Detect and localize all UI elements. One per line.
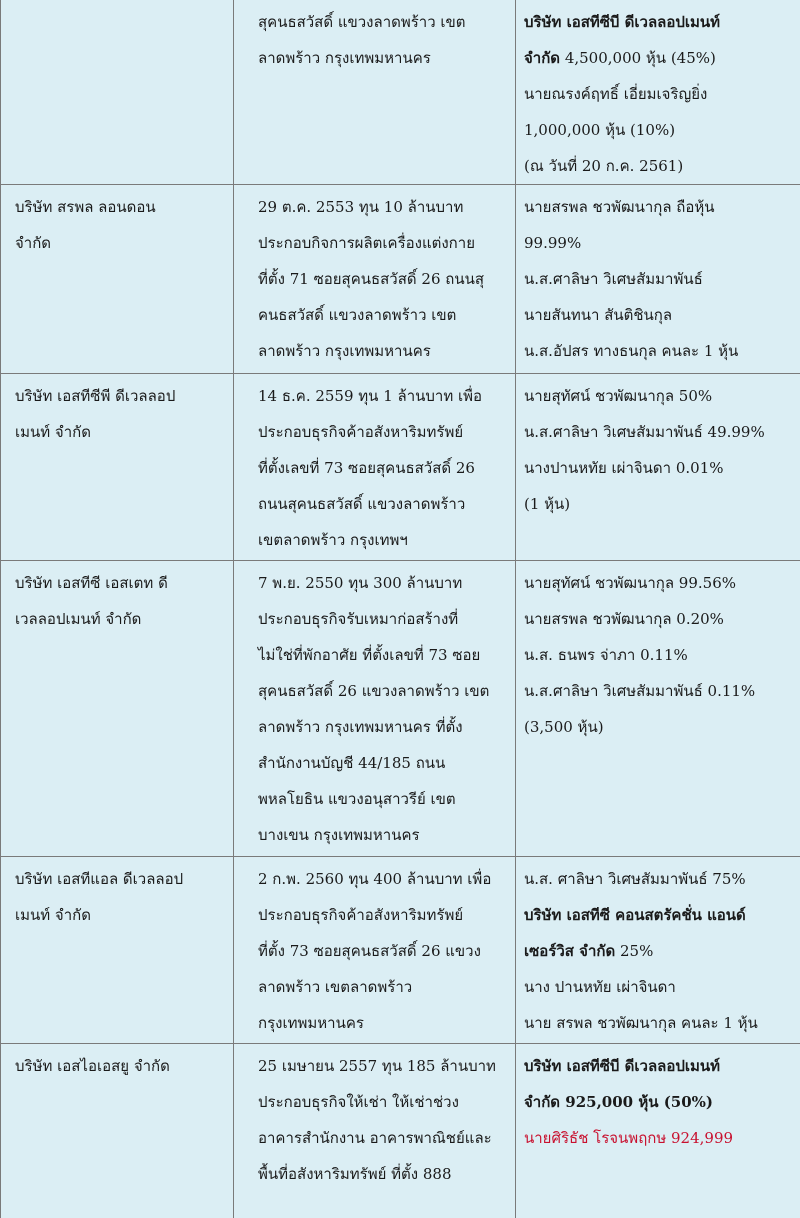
shareholder-text: นายสรพล ชวพัฒนากุล ถือหุ้น	[524, 198, 715, 216]
company-name-cell	[1, 1044, 234, 1218]
shareholder-text: นายสุทัศน์ ชวพัฒนากุล 50%	[524, 387, 712, 405]
shareholder-line	[524, 1084, 792, 1120]
shareholder-text: นาง ปานหทัย เผ่าจินดา	[524, 978, 676, 996]
table-body	[1, 0, 800, 1218]
company-name-cell	[1, 857, 234, 1044]
company-details-line: พื้นที่อสังหาริมทรัพย์ ที่ตั้ง 888	[258, 1156, 507, 1192]
company-details-cell	[234, 185, 516, 374]
shareholder-line	[524, 709, 792, 745]
shareholder-text: 1,000,000 หุ้น (10%)	[524, 121, 675, 139]
table-row	[1, 1044, 800, 1218]
company-details-line: ที่ตั้งเลขที่ 73 ซอยสุคนธสวัสดิ์ 26	[258, 450, 507, 486]
table-row	[1, 561, 800, 857]
company-details-line: สำนักงานบัญชี 44/185 ถนน	[258, 745, 507, 781]
shareholder-text: นายณรงค์ฤทธิ์ เอี่ยมเจริญยิ่ง	[524, 85, 707, 103]
shareholder-text: 99.99%	[524, 234, 581, 252]
table-row	[1, 0, 800, 185]
company-details-cell	[234, 561, 516, 857]
company-details-line: 14 ธ.ค. 2559 ทุน 1 ล้านบาท เพื่อ	[258, 378, 507, 414]
shareholder-text: นาย สรพล ชวพัฒนากุล คนละ 1 หุ้น	[524, 1014, 758, 1032]
company-details-line: พหลโยธิน แขวงอนุสาวรีย์ เขต	[258, 781, 507, 817]
table-row	[1, 857, 800, 1044]
shareholder-line	[524, 378, 792, 414]
company-details-cell	[234, 857, 516, 1044]
company-name-line: เวลลอปเมนท์ จำกัด	[15, 601, 225, 637]
shareholder-text: นายสรพล ชวพัฒนากุล 0.20%	[524, 610, 724, 628]
company-name-line: บริษัท เอสทีซี เอสเตท ดี	[15, 565, 225, 601]
shareholder-text: นายสุทัศน์ ชวพัฒนากุล 99.56%	[524, 574, 736, 592]
company-details-line: ลาดพร้าว กรุงเทพมหานคร	[258, 333, 507, 369]
shareholder-line	[524, 76, 792, 112]
shareholder-line	[524, 933, 792, 969]
company-name-line: บริษัท สรพล ลอนดอน	[15, 189, 225, 225]
company-details-line: เขตลาดพร้าว กรุงเทพฯ	[258, 522, 507, 558]
shareholder-text: น.ส.ศาลิษา วิเศษสัมมาพันธ์ 0.11%	[524, 682, 755, 700]
shareholder-text: น.ส. ศาลิษา วิเศษสัมมาพันธ์ 75%	[524, 870, 746, 888]
company-details-cell	[234, 0, 516, 185]
company-details-line: อาคารสำนักงาน อาคารพาณิชย์และ	[258, 1120, 507, 1156]
shareholder-text: นางปานหทัย เผ่าจินดา 0.01%	[524, 459, 724, 477]
shareholders-cell	[516, 185, 800, 374]
shareholder-line	[524, 1048, 792, 1084]
table-row	[1, 185, 800, 374]
shareholder-line	[524, 4, 792, 40]
company-name-line: เมนท์ จำกัด	[15, 414, 225, 450]
shareholder-line	[524, 297, 792, 333]
company-details-line: 29 ต.ค. 2553 ทุน 10 ล้านบาท	[258, 189, 507, 225]
company-details-line: ประกอบธุรกิจรับเหมาก่อสร้างที่	[258, 601, 507, 637]
company-details-line: บางเขน กรุงเทพมหานคร	[258, 817, 507, 853]
company-name-line: บริษัท เอสทีแอล ดีเวลลอป	[15, 861, 225, 897]
table-row	[1, 374, 800, 561]
shareholder-text: นายศิริธัช โรจนพฤกษ 924,999	[524, 1129, 733, 1147]
company-details-line: ที่ตั้ง 73 ซอยสุคนธสวัสดิ์ 26 แขวง	[258, 933, 507, 969]
company-details-line: ที่ตั้ง 71 ซอยสุคนธสวัสดิ์ 26 ถนนสุ	[258, 261, 507, 297]
shareholder-text: น.ส.ศาลิษา วิเศษสัมมาพันธ์ 49.99%	[524, 423, 765, 441]
company-details-line: ประกอบธุรกิจให้เช่า ให้เช่าช่วง	[258, 1084, 507, 1120]
shareholders-cell	[516, 374, 800, 561]
shareholder-text: 25%	[615, 942, 653, 960]
shareholder-text: บริษัท เอสทีซี คอนสตรัคชั่น แอนด์	[524, 906, 746, 924]
company-details-line: ลาดพร้าว กรุงเทพมหานคร	[258, 40, 507, 76]
shareholder-line	[524, 1120, 792, 1156]
shareholder-text: (1 หุ้น)	[524, 495, 570, 513]
shareholder-line	[524, 148, 792, 184]
shareholder-line	[524, 486, 792, 522]
shareholder-line	[524, 1005, 792, 1041]
company-details-line: 2 ก.พ. 2560 ทุน 400 ล้านบาท เพื่อ	[258, 861, 507, 897]
shareholder-text: น.ส.อัปสร ทางธนกุล คนละ 1 หุ้น	[524, 342, 738, 360]
shareholder-text: บริษัท เอสทีซีบี ดีเวลลอปเมนท์	[524, 13, 720, 31]
company-details-line: คนธสวัสดิ์ แขวงลาดพร้าว เขต	[258, 297, 507, 333]
shareholder-line	[524, 414, 792, 450]
shareholder-line	[524, 333, 792, 369]
company-details-line: 25 เมษายน 2557 ทุน 185 ล้านบาท	[258, 1048, 507, 1084]
shareholder-line	[524, 861, 792, 897]
company-details-cell	[234, 1044, 516, 1218]
shareholders-cell	[516, 1044, 800, 1218]
shareholder-line	[524, 601, 792, 637]
company-details-line: สุคนธสวัสดิ์ 26 แขวงลาดพร้าว เขต	[258, 673, 507, 709]
shareholder-line	[524, 450, 792, 486]
company-details-line: ประกอบกิจการผลิตเครื่องแต่งกาย	[258, 225, 507, 261]
company-name-line: เมนท์ จำกัด	[15, 897, 225, 933]
shareholder-line	[524, 261, 792, 297]
company-name-line: บริษัท เอสทีซีพี ดีเวลลอป	[15, 378, 225, 414]
shareholder-text: บริษัท เอสทีซีบี ดีเวลลอปเมนท์	[524, 1057, 720, 1075]
shareholder-line	[524, 897, 792, 933]
shareholders-cell	[516, 0, 800, 185]
company-details-line: ประกอบธุรกิจค้าอสังหาริมทรัพย์	[258, 414, 507, 450]
shareholder-text: น.ส.ศาลิษา วิเศษสัมมาพันธ์	[524, 270, 703, 288]
shareholder-line	[524, 40, 792, 76]
company-name-line: บริษัท เอสไอเอสยู จำกัด	[15, 1048, 225, 1084]
company-details-cell	[234, 374, 516, 561]
shareholder-text: นายสันทนา สันติชินกุล	[524, 306, 672, 324]
shareholder-text: 4,500,000 หุ้น (45%)	[560, 49, 716, 67]
company-details-line: ลาดพร้าว เขตลาดพร้าว	[258, 969, 507, 1005]
company-name-cell	[1, 185, 234, 374]
company-name-cell	[1, 374, 234, 561]
company-details-line: ถนนสุคนธสวัสดิ์ แขวงลาดพร้าว	[258, 486, 507, 522]
company-name-line: จำกัด	[15, 225, 225, 261]
company-details-line: กรุงเทพมหานคร	[258, 1005, 507, 1041]
shareholder-line	[524, 637, 792, 673]
shareholder-text: (3,500 หุ้น)	[524, 718, 604, 736]
shareholder-line	[524, 673, 792, 709]
company-details-line: ประกอบธุรกิจค้าอสังหาริมทรัพย์	[258, 897, 507, 933]
company-details-line: 7 พ.ย. 2550 ทุน 300 ล้านบาท	[258, 565, 507, 601]
shareholder-line	[524, 565, 792, 601]
company-details-line: สุคนธสวัสดิ์ แขวงลาดพร้าว เขต	[258, 4, 507, 40]
shareholder-text: น.ส. ธนพร จ่าภา 0.11%	[524, 646, 688, 664]
company-name-cell	[1, 0, 234, 185]
shareholder-line	[524, 225, 792, 261]
shareholder-text: เซอร์วิส จำกัด	[524, 942, 615, 960]
shareholder-text: จำกัด	[524, 49, 560, 67]
shareholder-line	[524, 969, 792, 1005]
company-name-cell	[1, 561, 234, 857]
shareholder-line	[524, 112, 792, 148]
company-details-line: ลาดพร้าว กรุงเทพมหานคร ที่ตั้ง	[258, 709, 507, 745]
company-details-line: ไม่ใช่ที่พักอาศัย ที่ตั้งเลขที่ 73 ซอย	[258, 637, 507, 673]
shareholder-text: (ณ วันที่ 20 ก.ค. 2561)	[524, 157, 683, 175]
shareholders-cell	[516, 857, 800, 1044]
shareholder-line	[524, 189, 792, 225]
shareholders-cell	[516, 561, 800, 857]
shareholder-text: จำกัด 925,000 หุ้น (50%)	[524, 1093, 713, 1111]
